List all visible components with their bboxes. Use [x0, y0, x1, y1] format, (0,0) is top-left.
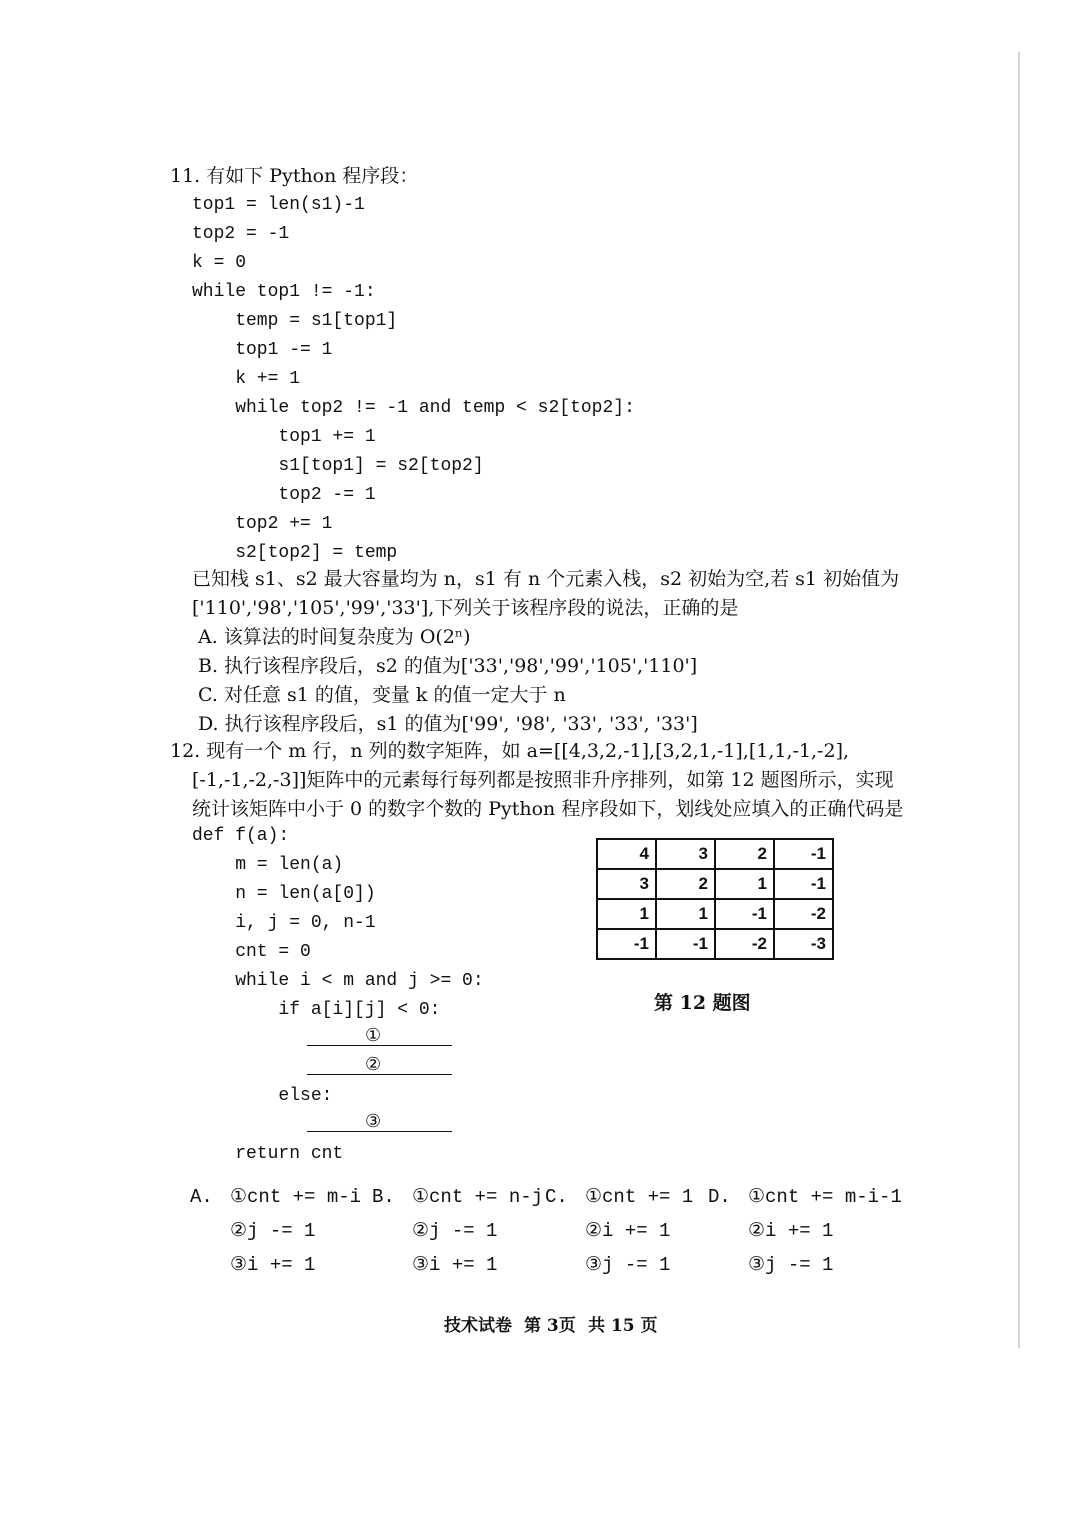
choice-c-line: ①cnt += 1 — [585, 1186, 694, 1208]
q12-code-line: i, j = 0, n-1 — [192, 913, 376, 933]
choice-a-line: ③i += 1 — [230, 1254, 316, 1276]
choice-c-letter: C. — [545, 1186, 568, 1208]
q11-code-line: top2 -= 1 — [192, 485, 376, 505]
matrix-cell: 1 — [597, 899, 656, 929]
matrix-cell: 1 — [656, 899, 715, 929]
choice-a-line: ①cnt += m-i — [230, 1186, 362, 1208]
matrix-cell: -3 — [774, 929, 833, 959]
q12-stem: [-1,-1,-2,-3]]矩阵中的元素每行每列都是按照非升序排列，如第 12 题图所示，实现 — [192, 769, 894, 791]
q11-code-line: k = 0 — [192, 253, 247, 273]
choice-b-line: ①cnt += n-j — [412, 1186, 544, 1208]
q11-code-line: while top2 != -1 and temp < s2[top2]: — [192, 398, 635, 418]
q11-code-line: top2 += 1 — [192, 514, 333, 534]
blank-line-2 — [307, 1074, 452, 1075]
choice-d-letter: D. — [708, 1186, 731, 1208]
matrix-cell: 2 — [715, 839, 774, 869]
q12-code-line: while i < m and j >= 0: — [192, 971, 484, 991]
choice-d-line: ①cnt += m-i-1 — [748, 1186, 902, 1208]
matrix-cell: 2 — [656, 869, 715, 899]
blank-number-3: ③ — [365, 1111, 382, 1132]
matrix-row — [597, 899, 833, 929]
q11-code-line: top1 -= 1 — [192, 340, 333, 360]
matrix-cell: -1 — [774, 839, 833, 869]
q11-code-line: k += 1 — [192, 369, 301, 389]
choice-d-line: ③j -= 1 — [748, 1254, 834, 1276]
blank-line-3 — [307, 1131, 452, 1132]
matrix-cell: -1 — [597, 929, 656, 959]
choice-a-line: ②j -= 1 — [230, 1220, 316, 1242]
matrix-cell: 3 — [597, 869, 656, 899]
q11-code-line: temp = s1[top1] — [192, 311, 398, 331]
q11-option-d: D. 执行该程序段后，s1 的值为['99', '98', '33', '33', '33'] — [198, 713, 698, 735]
q12-code-line: if a[i][j] < 0: — [192, 1000, 441, 1020]
choice-b-line: ③i += 1 — [412, 1254, 498, 1276]
choice-d-line: ②i += 1 — [748, 1220, 834, 1242]
matrix-cell: -1 — [715, 899, 774, 929]
q12-code-line: m = len(a) — [192, 855, 344, 875]
footer-page: 第 3页 — [524, 1316, 576, 1336]
q11-code-line: top2 = -1 — [192, 224, 290, 244]
choice-c-line: ②i += 1 — [585, 1220, 671, 1242]
matrix-cell: 1 — [715, 869, 774, 899]
matrix-cell: -1 — [774, 869, 833, 899]
q11-title: 11. 有如下 Python 程序段： — [170, 165, 419, 187]
q11-option-b: B. 执行该程序段后，s2 的值为['33','98','99','105','110'] — [198, 655, 698, 677]
choice-c-line: ③j -= 1 — [585, 1254, 671, 1276]
matrix-cell: 4 — [597, 839, 656, 869]
q12-code-line: n = len(a[0]) — [192, 884, 376, 904]
blank-number-2: ② — [365, 1054, 382, 1075]
matrix-cell: -2 — [774, 899, 833, 929]
matrix-row — [597, 869, 833, 899]
choice-b-line: ②j -= 1 — [412, 1220, 498, 1242]
q11-code-line: s2[top2] = temp — [192, 543, 398, 563]
blank-line-1 — [307, 1045, 452, 1046]
q12-stem: 统计该矩阵中小于 0 的数字个数的 Python 程序段如下，划线处应填入的正确代码是 — [192, 798, 904, 820]
q11-code-line: while top1 != -1: — [192, 282, 376, 302]
blank-number-1: ① — [365, 1025, 382, 1046]
q11-option-c: C. 对任意 s1 的值，变量 k 的值一定大于 n — [198, 684, 566, 706]
choice-b-letter: B. — [372, 1186, 395, 1208]
q12-code-line: def f(a): — [192, 826, 290, 846]
matrix-cell: -1 — [656, 929, 715, 959]
matrix-figure — [596, 838, 834, 960]
footer-total: 共 15 页 — [588, 1316, 658, 1336]
q12-code-line: else: — [192, 1086, 333, 1106]
q11-code-line: s1[top1] = s2[top2] — [192, 456, 484, 476]
q12-code-line: return cnt — [192, 1144, 344, 1164]
q12-stem: 12. 现有一个 m 行，n 列的数字矩阵，如 a=[[4,3,2,-1],[3,2,1,-1],[1,1,-1,-2], — [170, 740, 850, 762]
q11-code-line: top1 += 1 — [192, 427, 376, 447]
q11-stem: ['110','98','105','99','33'],下列关于该程序段的说法，正确的是 — [192, 597, 739, 619]
matrix-cell: 3 — [656, 839, 715, 869]
footer-subject: 技术试卷 — [444, 1316, 512, 1336]
matrix-row — [597, 839, 833, 869]
q11-stem: 已知栈 s1、s2 最大容量均为 n，s1 有 n 个元素入栈，s2 初始为空,若 s1 初始值为 — [192, 568, 900, 590]
q11-option-a: A. 该算法的时间复杂度为 O(2ⁿ) — [198, 626, 471, 648]
matrix-row — [597, 929, 833, 959]
figure-caption: 第 12 题图 — [654, 992, 751, 1014]
q11-code-line: top1 = len(s1)-1 — [192, 195, 365, 215]
choice-a-letter: A. — [190, 1186, 213, 1208]
q12-code-line: cnt = 0 — [192, 942, 311, 962]
page-edge-shadow — [1018, 52, 1020, 1348]
matrix-cell: -2 — [715, 929, 774, 959]
